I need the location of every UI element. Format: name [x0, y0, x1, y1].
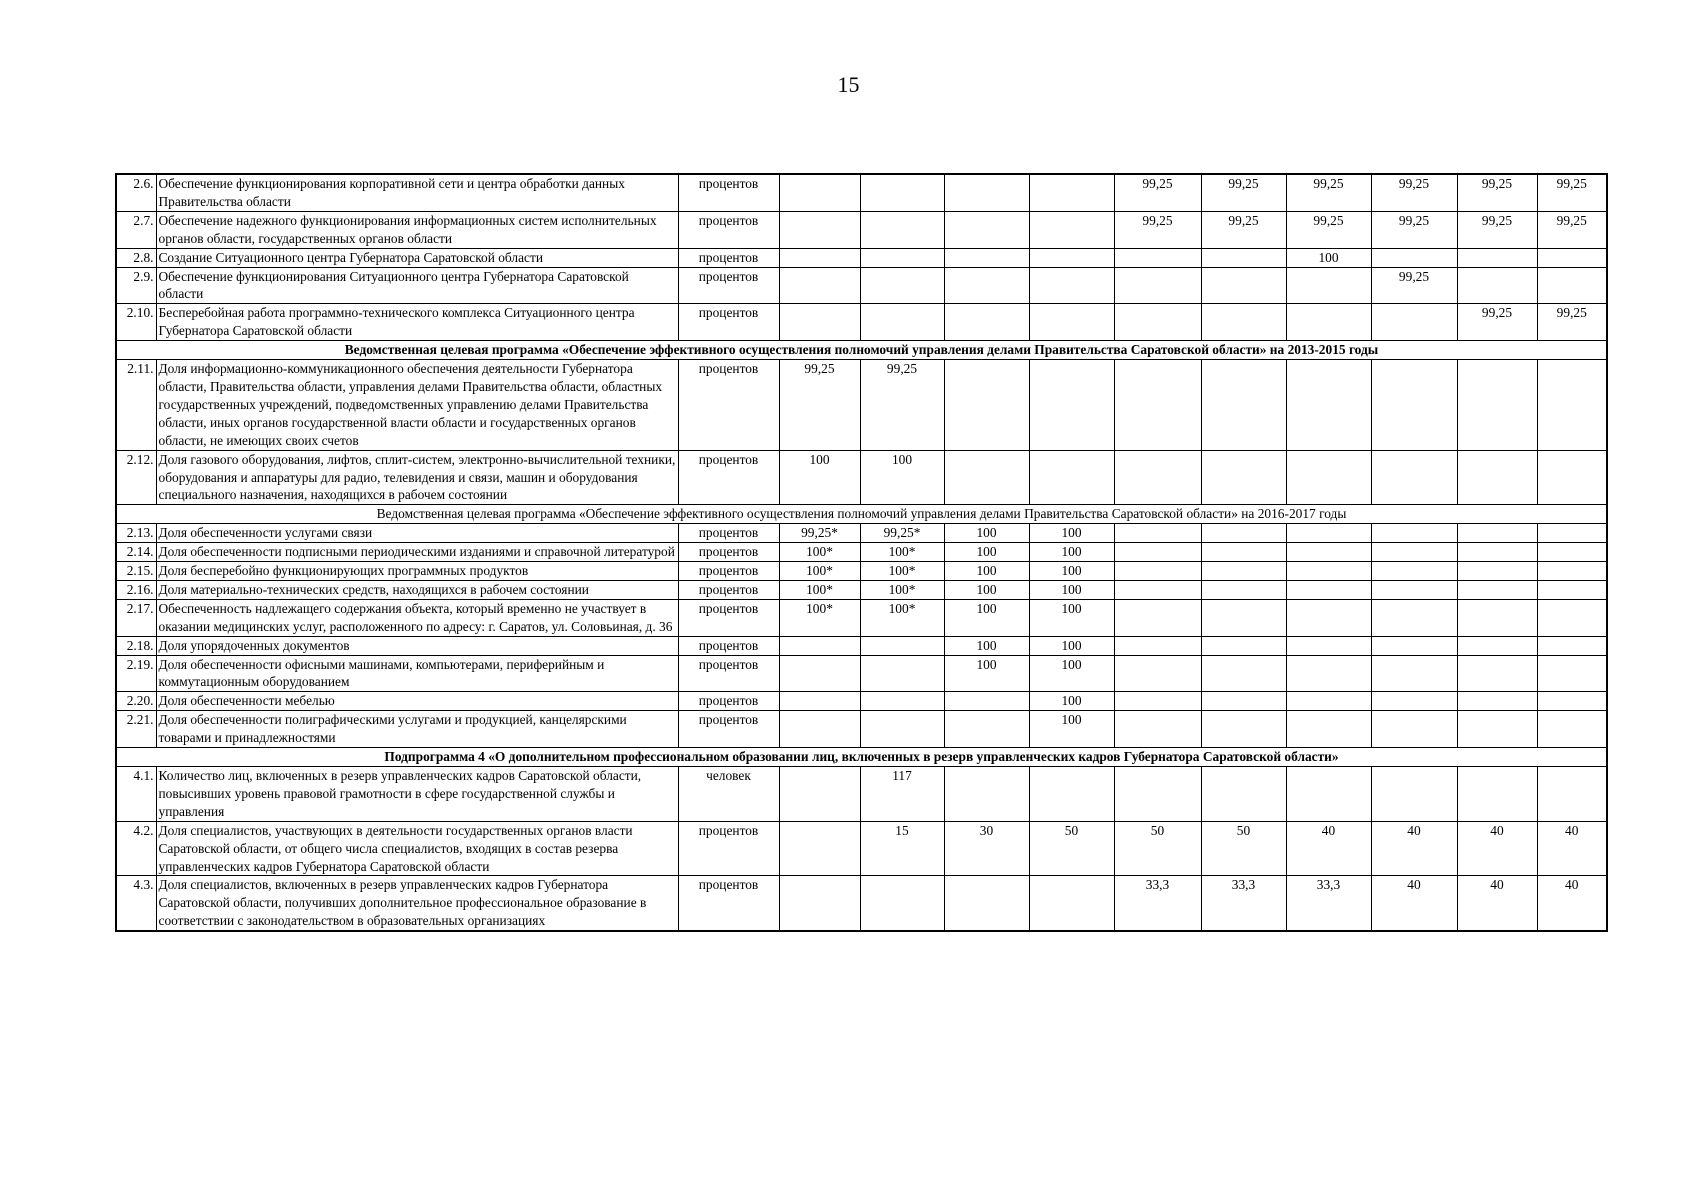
value-cell [1537, 636, 1607, 655]
indicator-name: Обеспеченность надлежащего содержания объекта, который временно не участвует в оказании медицинских услуг, расположенного по адресу: г. Саратов, ул. Соловьиная, д. 36 [156, 599, 678, 636]
value-cell: 100 [1029, 636, 1114, 655]
value-cell [1114, 450, 1201, 505]
table-row [116, 543, 1607, 562]
value-cell: 15 [860, 821, 944, 876]
value-cell: 100 [1286, 248, 1371, 267]
value-cell: 50 [1114, 821, 1201, 876]
value-cell [1114, 248, 1201, 267]
row-number: 2.8. [116, 248, 156, 267]
value-cell [944, 304, 1029, 341]
value-cell: 50 [1201, 821, 1286, 876]
value-cell [1371, 636, 1457, 655]
row-number: 2.21. [116, 711, 156, 748]
value-cell: 33,3 [1286, 876, 1371, 931]
unit-cell: процентов [678, 821, 779, 876]
row-number: 2.6. [116, 174, 156, 211]
unit-cell: процентов [678, 543, 779, 562]
value-cell [1457, 524, 1537, 543]
unit-cell: процентов [678, 174, 779, 211]
value-cell [1201, 360, 1286, 451]
value-cell [779, 692, 860, 711]
value-cell [1371, 524, 1457, 543]
value-cell: 99,25 [1457, 174, 1537, 211]
value-cell: 100 [779, 450, 860, 505]
value-cell: 99,25 [1114, 211, 1201, 248]
value-cell [1029, 248, 1114, 267]
value-cell [1286, 524, 1371, 543]
value-cell [1457, 580, 1537, 599]
value-cell [1457, 450, 1537, 505]
row-number: 2.19. [116, 655, 156, 692]
value-cell [1457, 599, 1537, 636]
value-cell: 100* [779, 562, 860, 581]
value-cell [1457, 767, 1537, 822]
value-cell [1537, 562, 1607, 581]
unit-cell: процентов [678, 580, 779, 599]
value-cell [860, 711, 944, 748]
table-row [116, 692, 1607, 711]
value-cell [1114, 360, 1201, 451]
value-cell [860, 248, 944, 267]
value-cell [944, 450, 1029, 505]
value-cell: 40 [1371, 821, 1457, 876]
value-cell [779, 767, 860, 822]
value-cell [1371, 655, 1457, 692]
value-cell [1371, 599, 1457, 636]
indicators-table [115, 173, 1608, 932]
indicator-name: Доля газового оборудования, лифтов, сплит-систем, электронно-вычислительной техники, оборудования и аппаратуры для радио, телевидения и связи, машин и оборудования специального назначения, находящихся в рабочем состоянии [156, 450, 678, 505]
unit-cell: процентов [678, 211, 779, 248]
row-number: 4.3. [116, 876, 156, 931]
value-cell [1114, 524, 1201, 543]
value-cell [1457, 562, 1537, 581]
value-cell: 99,25 [1457, 211, 1537, 248]
value-cell [1201, 580, 1286, 599]
unit-cell: процентов [678, 450, 779, 505]
value-cell: 99,25 [779, 360, 860, 451]
value-cell [1371, 543, 1457, 562]
value-cell [1371, 711, 1457, 748]
value-cell [1537, 248, 1607, 267]
value-cell [860, 267, 944, 304]
unit-cell: процентов [678, 360, 779, 451]
value-cell [1029, 450, 1114, 505]
value-cell [779, 267, 860, 304]
value-cell [1286, 450, 1371, 505]
table-row [116, 524, 1607, 543]
table-row [116, 599, 1607, 636]
value-cell: 100 [1029, 543, 1114, 562]
indicator-name: Создание Ситуационного центра Губернатора Саратовской области [156, 248, 678, 267]
value-cell: 99,25 [1457, 304, 1537, 341]
value-cell [1286, 767, 1371, 822]
unit-cell: процентов [678, 711, 779, 748]
value-cell: 100 [1029, 692, 1114, 711]
indicator-name: Доля информационно-коммуникационного обеспечения деятельности Губернатора области, Правительства области, управления делами Правительства области, областных государственных учреждений, подведомственных управлению делами Правительства области, иных органов государственной власти области и государственных органов области, не имеющих своих счетов [156, 360, 678, 451]
value-cell [860, 174, 944, 211]
value-cell: 100* [779, 599, 860, 636]
value-cell [944, 692, 1029, 711]
value-cell [1029, 360, 1114, 451]
section-header-row [116, 748, 1607, 767]
unit-cell: процентов [678, 655, 779, 692]
unit-cell: процентов [678, 304, 779, 341]
section-title: Ведомственная целевая программа «Обеспечение эффективного осуществления полномочий управления делами Правительства Саратовской области» на 2013-2015 годы [116, 341, 1607, 360]
value-cell [1537, 599, 1607, 636]
value-cell: 100 [1029, 524, 1114, 543]
row-number: 2.10. [116, 304, 156, 341]
row-number: 2.14. [116, 543, 156, 562]
value-cell [1286, 636, 1371, 655]
value-cell: 100* [860, 543, 944, 562]
row-number: 2.11. [116, 360, 156, 451]
unit-cell: процентов [678, 524, 779, 543]
indicator-name: Обеспечение функционирования Ситуационного центра Губернатора Саратовской области [156, 267, 678, 304]
value-cell [1537, 580, 1607, 599]
value-cell: 40 [1537, 821, 1607, 876]
value-cell [1029, 267, 1114, 304]
row-number: 2.16. [116, 580, 156, 599]
value-cell [1029, 767, 1114, 822]
value-cell [1457, 655, 1537, 692]
value-cell [1286, 267, 1371, 304]
value-cell: 99,25 [1371, 174, 1457, 211]
value-cell [1286, 580, 1371, 599]
value-cell [1114, 767, 1201, 822]
value-cell: 100 [944, 562, 1029, 581]
value-cell [1286, 692, 1371, 711]
value-cell [1201, 636, 1286, 655]
value-cell [1201, 692, 1286, 711]
value-cell: 100 [1029, 655, 1114, 692]
row-number: 4.2. [116, 821, 156, 876]
value-cell [1029, 211, 1114, 248]
value-cell [779, 655, 860, 692]
value-cell [1029, 174, 1114, 211]
value-cell [1114, 267, 1201, 304]
row-number: 4.1. [116, 767, 156, 822]
value-cell [944, 267, 1029, 304]
table-row [116, 562, 1607, 581]
value-cell: 100* [779, 543, 860, 562]
value-cell [1114, 543, 1201, 562]
value-cell [1201, 267, 1286, 304]
indicator-name: Количество лиц, включенных в резерв управленческих кадров Саратовской области, повысивших уровень правовой грамотности в сфере государственной службы и управления [156, 767, 678, 822]
value-cell [1201, 450, 1286, 505]
value-cell [1201, 655, 1286, 692]
value-cell: 99,25 [1286, 211, 1371, 248]
row-number: 2.12. [116, 450, 156, 505]
value-cell [779, 821, 860, 876]
value-cell: 99,25 [1201, 174, 1286, 211]
indicator-name: Доля бесперебойно функционирующих программных продуктов [156, 562, 678, 581]
indicator-name: Обеспечение функционирования корпоративной сети и центра обработки данных Правительства области [156, 174, 678, 211]
section-header-row [116, 341, 1607, 360]
value-cell: 99,25 [860, 360, 944, 451]
value-cell: 99,25 [1537, 174, 1607, 211]
value-cell [779, 211, 860, 248]
value-cell [1537, 543, 1607, 562]
unit-cell: процентов [678, 876, 779, 931]
section-header-row [116, 505, 1607, 524]
value-cell [860, 692, 944, 711]
table-row [116, 711, 1607, 748]
value-cell [860, 636, 944, 655]
value-cell [779, 174, 860, 211]
value-cell [1114, 655, 1201, 692]
value-cell: 99,25 [1537, 304, 1607, 341]
value-cell [1286, 360, 1371, 451]
indicator-name: Доля специалистов, включенных в резерв управленческих кадров Губернатора Саратовской области, получивших дополнительное профессиональное образование в соответствии с законодательством в образовательных организациях [156, 876, 678, 931]
indicator-name: Доля обеспеченности подписными периодическими изданиями и справочной литературой [156, 543, 678, 562]
value-cell [944, 211, 1029, 248]
table-row [116, 174, 1607, 211]
row-number: 2.13. [116, 524, 156, 543]
value-cell [1537, 711, 1607, 748]
row-number: 2.17. [116, 599, 156, 636]
value-cell [1201, 248, 1286, 267]
indicator-name: Бесперебойная работа программно-технического комплекса Ситуационного центра Губернатора Саратовской области [156, 304, 678, 341]
indicator-name: Доля обеспеченности офисными машинами, компьютерами, периферийным и коммутационным оборудованием [156, 655, 678, 692]
table-row [116, 821, 1607, 876]
value-cell: 100 [944, 599, 1029, 636]
table-row [116, 211, 1607, 248]
table-row [116, 767, 1607, 822]
value-cell [1029, 304, 1114, 341]
value-cell: 99,25* [860, 524, 944, 543]
value-cell [860, 304, 944, 341]
indicator-name: Обеспечение надежного функционирования информационных систем исполнительных органов области, государственных органов области [156, 211, 678, 248]
value-cell [860, 211, 944, 248]
table-row [116, 360, 1607, 451]
row-number: 2.20. [116, 692, 156, 711]
value-cell [1537, 692, 1607, 711]
value-cell [944, 174, 1029, 211]
unit-cell: процентов [678, 599, 779, 636]
value-cell [1114, 562, 1201, 581]
value-cell [944, 711, 1029, 748]
value-cell [1457, 692, 1537, 711]
value-cell: 100 [944, 655, 1029, 692]
page-number: 15 [837, 72, 860, 97]
value-cell: 99,25 [1537, 211, 1607, 248]
value-cell: 33,3 [1114, 876, 1201, 931]
table-row [116, 267, 1607, 304]
value-cell [1537, 767, 1607, 822]
value-cell [1201, 562, 1286, 581]
value-cell [1537, 450, 1607, 505]
value-cell: 100 [1029, 599, 1114, 636]
value-cell [1201, 599, 1286, 636]
value-cell [1371, 360, 1457, 451]
value-cell [944, 767, 1029, 822]
value-cell: 117 [860, 767, 944, 822]
value-cell [779, 304, 860, 341]
table-row [116, 304, 1607, 341]
value-cell [1114, 580, 1201, 599]
value-cell: 100 [944, 580, 1029, 599]
value-cell [1201, 767, 1286, 822]
value-cell [1286, 711, 1371, 748]
unit-cell: процентов [678, 267, 779, 304]
row-number: 2.7. [116, 211, 156, 248]
value-cell: 100 [1029, 711, 1114, 748]
value-cell [1371, 562, 1457, 581]
value-cell [779, 636, 860, 655]
value-cell: 99,25* [779, 524, 860, 543]
indicator-name: Доля обеспеченности полиграфическими услугами и продукцией, канцелярскими товарами и принадлежностями [156, 711, 678, 748]
value-cell [1286, 543, 1371, 562]
value-cell [1029, 876, 1114, 931]
value-cell: 100 [944, 524, 1029, 543]
table-row [116, 450, 1607, 505]
value-cell [1537, 267, 1607, 304]
value-cell: 50 [1029, 821, 1114, 876]
value-cell: 30 [944, 821, 1029, 876]
value-cell [1201, 524, 1286, 543]
value-cell: 100 [1029, 580, 1114, 599]
value-cell: 40 [1286, 821, 1371, 876]
value-cell: 100* [860, 599, 944, 636]
value-cell: 40 [1537, 876, 1607, 931]
value-cell [1286, 599, 1371, 636]
value-cell [1537, 524, 1607, 543]
value-cell [1457, 248, 1537, 267]
value-cell: 99,25 [1371, 267, 1457, 304]
value-cell: 99,25 [1286, 174, 1371, 211]
value-cell: 100 [860, 450, 944, 505]
value-cell [1457, 543, 1537, 562]
row-number: 2.15. [116, 562, 156, 581]
value-cell [944, 876, 1029, 931]
value-cell [1201, 543, 1286, 562]
value-cell: 100 [944, 636, 1029, 655]
value-cell [1286, 655, 1371, 692]
value-cell [944, 360, 1029, 451]
unit-cell: процентов [678, 248, 779, 267]
value-cell [1371, 450, 1457, 505]
value-cell [860, 655, 944, 692]
row-number: 2.18. [116, 636, 156, 655]
value-cell [1114, 692, 1201, 711]
indicator-name: Доля специалистов, участвующих в деятельности государственных органов власти Саратовской области, от общего числа специалистов, входящих в состав резерва управленческих кадров Губернатора Саратовской области [156, 821, 678, 876]
value-cell [1371, 248, 1457, 267]
value-cell [1286, 304, 1371, 341]
value-cell [1114, 711, 1201, 748]
indicator-name: Доля обеспеченности услугами связи [156, 524, 678, 543]
value-cell: 100* [779, 580, 860, 599]
value-cell [1286, 562, 1371, 581]
value-cell: 99,25 [1371, 211, 1457, 248]
value-cell [1371, 304, 1457, 341]
unit-cell: человек [678, 767, 779, 822]
table-row [116, 248, 1607, 267]
value-cell [779, 711, 860, 748]
value-cell: 99,25 [1201, 211, 1286, 248]
value-cell [1114, 304, 1201, 341]
value-cell [1201, 304, 1286, 341]
value-cell: 40 [1457, 821, 1537, 876]
table-row [116, 580, 1607, 599]
value-cell [1371, 692, 1457, 711]
value-cell [1457, 267, 1537, 304]
value-cell: 100 [944, 543, 1029, 562]
value-cell: 40 [1457, 876, 1537, 931]
value-cell [1114, 599, 1201, 636]
value-cell [1457, 636, 1537, 655]
table-row [116, 636, 1607, 655]
value-cell [1537, 655, 1607, 692]
section-title: Подпрограмма 4 «О дополнительном профессиональном образовании лиц, включенных в резерв управленческих кадров Губернатора Саратовской области» [116, 748, 1607, 767]
value-cell [944, 248, 1029, 267]
unit-cell: процентов [678, 692, 779, 711]
value-cell: 99,25 [1114, 174, 1201, 211]
unit-cell: процентов [678, 562, 779, 581]
table-row [116, 876, 1607, 931]
table-row [116, 655, 1607, 692]
row-number: 2.9. [116, 267, 156, 304]
indicator-name: Доля упорядоченных документов [156, 636, 678, 655]
value-cell [1371, 580, 1457, 599]
unit-cell: процентов [678, 636, 779, 655]
value-cell: 40 [1371, 876, 1457, 931]
indicator-name: Доля материально-технических средств, находящихся в рабочем состоянии [156, 580, 678, 599]
value-cell [779, 876, 860, 931]
value-cell [1114, 636, 1201, 655]
value-cell: 33,3 [1201, 876, 1286, 931]
value-cell [779, 248, 860, 267]
value-cell [1371, 767, 1457, 822]
indicator-name: Доля обеспеченности мебелью [156, 692, 678, 711]
value-cell [860, 876, 944, 931]
value-cell [1201, 711, 1286, 748]
section-title: Ведомственная целевая программа «Обеспечение эффективного осуществления полномочий управления делами Правительства Саратовской области» на 2016-2017 годы [116, 505, 1607, 524]
value-cell: 100* [860, 580, 944, 599]
value-cell: 100* [860, 562, 944, 581]
value-cell [1457, 711, 1537, 748]
value-cell [1457, 360, 1537, 451]
value-cell [1537, 360, 1607, 451]
value-cell: 100 [1029, 562, 1114, 581]
